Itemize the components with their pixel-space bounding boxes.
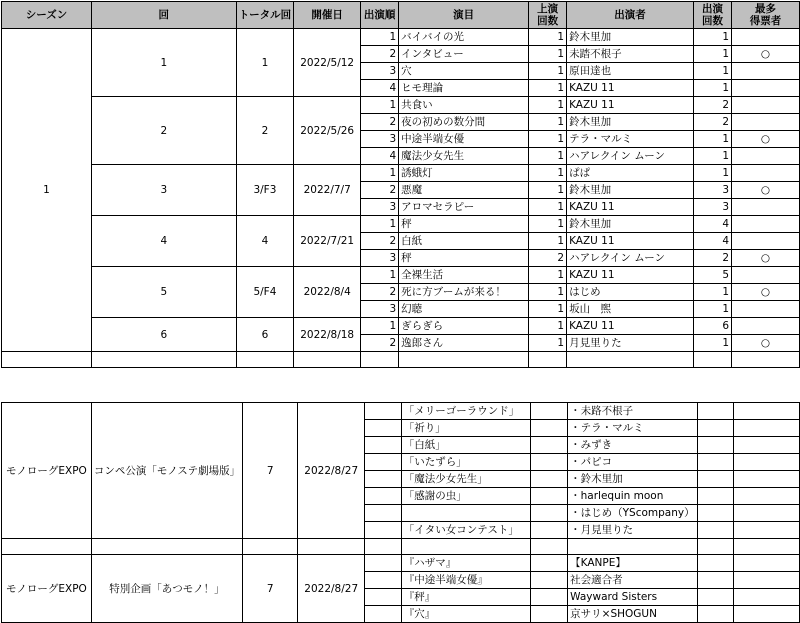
- kai-cell: 2: [91, 97, 236, 165]
- order-cell: [365, 420, 402, 437]
- expo1-season-cell: モノローグEXPO: [2, 403, 92, 539]
- header-row: [2, 2, 800, 29]
- perf-count-cell: 1: [694, 148, 732, 165]
- stage-count-cell: 1: [529, 148, 567, 165]
- order-cell: 2: [361, 284, 399, 301]
- performer-cell: ハアレクイン ムーン: [567, 148, 694, 165]
- title-cell: ヒモ理論: [399, 80, 529, 97]
- header-top-line1: 最多: [755, 3, 776, 15]
- total-cell: 4: [236, 216, 294, 267]
- stage-count-cell: 1: [529, 199, 567, 216]
- stage-count-cell: [531, 505, 568, 522]
- performer-cell: ハアレクイン ムーン: [567, 250, 694, 267]
- perf-count-cell: 2: [694, 250, 732, 267]
- header-order: 出演順: [361, 2, 399, 29]
- blank-cell: [732, 352, 800, 368]
- table-row: [2, 165, 800, 182]
- top-voted-cell: [734, 606, 800, 623]
- table-row: [2, 97, 800, 114]
- perf-count-cell: [697, 522, 734, 539]
- table-row: [2, 29, 800, 46]
- performer-cell: KAZU 11: [567, 233, 694, 250]
- perf-count-cell: [697, 589, 734, 606]
- title-cell: 幻聴: [399, 301, 529, 318]
- top-voted-cell: [734, 488, 800, 505]
- stage-count-cell: 1: [529, 46, 567, 63]
- perf-count-cell: 5: [694, 267, 732, 284]
- blank-cell: [399, 352, 529, 368]
- order-cell: [365, 522, 402, 539]
- stage-count-cell: [531, 572, 568, 589]
- perf-count-cell: 6: [694, 318, 732, 335]
- perf-count-cell: [697, 420, 734, 437]
- blank-cell: [361, 352, 399, 368]
- perf-count-cell: 1: [694, 63, 732, 80]
- kai-cell: 3: [91, 165, 236, 216]
- title-cell: 魔法少女先生: [399, 148, 529, 165]
- table-row: [2, 403, 800, 420]
- total-cell: 6: [236, 318, 294, 352]
- season-cell: 1: [2, 29, 92, 352]
- order-cell: 3: [361, 301, 399, 318]
- top-voted-cell: [734, 505, 800, 522]
- performer-cell: 坂山 煕: [567, 301, 694, 318]
- header-title: 演目: [399, 2, 529, 29]
- title-cell: 夜の初めの数分間: [399, 114, 529, 131]
- perf-count-cell: [697, 505, 734, 522]
- blank-cell: [294, 352, 361, 368]
- performer-cell: ・鈴木里加: [568, 471, 697, 488]
- expo1-total-cell: 7: [243, 403, 298, 539]
- blank-row: [2, 539, 800, 555]
- performer-cell: 鈴木里加: [567, 216, 694, 233]
- table-row: [2, 216, 800, 233]
- blank-cell: [91, 539, 242, 555]
- stage-count-cell: [531, 471, 568, 488]
- date-cell: 2022/5/26: [294, 97, 361, 165]
- top-voted-cell: ○: [732, 250, 800, 267]
- performer-cell: ・はじめ（YScompany）: [568, 505, 697, 522]
- order-cell: [365, 606, 402, 623]
- top-voted-cell: ○: [732, 335, 800, 352]
- expo-table: [1, 402, 800, 623]
- title-cell: 「いたずら」: [401, 454, 531, 471]
- stage-count-cell: 1: [529, 131, 567, 148]
- perf-count-cell: [697, 555, 734, 572]
- order-cell: [365, 572, 402, 589]
- performer-cell: ・harlequin moon: [568, 488, 697, 505]
- performer-cell: 原田達也: [567, 63, 694, 80]
- perf-count-cell: [697, 606, 734, 623]
- date-cell: 2022/8/18: [294, 318, 361, 352]
- title-cell: 「魔法少女先生」: [401, 471, 531, 488]
- performer-cell: ・月見里りた: [568, 522, 697, 539]
- performer-cell: はじめ: [567, 284, 694, 301]
- stage-count-cell: [531, 403, 568, 420]
- total-cell: 5/F4: [236, 267, 294, 318]
- kai-cell: 1: [91, 29, 236, 97]
- top-voted-cell: [732, 301, 800, 318]
- perf-count-cell: 1: [694, 46, 732, 63]
- perf-count-cell: 3: [694, 182, 732, 199]
- perf-count-cell: 1: [694, 29, 732, 46]
- order-cell: [365, 505, 402, 522]
- kai-cell: 5: [91, 267, 236, 318]
- top-voted-cell: [732, 318, 800, 335]
- top-voted-cell: [732, 63, 800, 80]
- blank-cell: [298, 539, 365, 555]
- perf-count-cell: 1: [694, 131, 732, 148]
- blank-cell: [697, 539, 734, 555]
- expo2-date-cell: 2022/8/27: [298, 555, 365, 623]
- header-performer: 出演者: [567, 2, 694, 29]
- title-cell: 『ハザマ』: [401, 555, 531, 572]
- title-cell: 共食い: [399, 97, 529, 114]
- top-voted-cell: [732, 267, 800, 284]
- stage-count-cell: [531, 437, 568, 454]
- blank-cell: [529, 352, 567, 368]
- stage-count-cell: 1: [529, 233, 567, 250]
- performer-cell: 【KANPE】: [568, 555, 697, 572]
- blank-cell: [567, 352, 694, 368]
- title-cell: 『穴』: [401, 606, 531, 623]
- blank-row: [2, 352, 800, 368]
- perf-count-cell: [697, 572, 734, 589]
- title-cell: 白紙: [399, 233, 529, 250]
- expo2-total-cell: 7: [243, 555, 298, 623]
- performer-cell: KAZU 11: [567, 97, 694, 114]
- title-cell: 穴: [399, 63, 529, 80]
- order-cell: [365, 403, 402, 420]
- title-cell: 死に方ブームが来る！: [399, 284, 529, 301]
- expo2-kai-cell: 特別企画「あつモノ！」: [91, 555, 242, 623]
- performer-cell: 鈴木里加: [567, 182, 694, 199]
- blank-cell: [236, 352, 294, 368]
- performer-cell: ・パピコ: [568, 454, 697, 471]
- title-cell: ぎらぎら: [399, 318, 529, 335]
- top-voted-cell: [734, 403, 800, 420]
- stage-count-cell: 1: [529, 182, 567, 199]
- order-cell: 3: [361, 131, 399, 148]
- stage-count-cell: 1: [529, 335, 567, 352]
- stage-count-cell: 1: [529, 301, 567, 318]
- expo2-season-cell: モノローグEXPO: [2, 555, 92, 623]
- performer-cell: ぱぱ: [567, 165, 694, 182]
- order-cell: 1: [361, 29, 399, 46]
- performer-cell: 鈴木里加: [567, 29, 694, 46]
- blank-cell: [243, 539, 298, 555]
- blank-cell: [568, 539, 697, 555]
- performer-cell: 月見里りた: [567, 335, 694, 352]
- top-voted-cell: [732, 165, 800, 182]
- header-kai: 回: [91, 2, 236, 29]
- title-cell: インタビュー: [399, 46, 529, 63]
- order-cell: 1: [361, 97, 399, 114]
- perf-count-cell: [697, 471, 734, 488]
- stage-count-cell: 1: [529, 318, 567, 335]
- stage-count-cell: 1: [529, 165, 567, 182]
- perf-count-cell: 4: [694, 216, 732, 233]
- perf-count-cell: 1: [694, 165, 732, 182]
- perf-count-cell: [697, 403, 734, 420]
- order-cell: 1: [361, 318, 399, 335]
- stage-count-cell: 1: [529, 216, 567, 233]
- performer-cell: 未踏不根子: [567, 46, 694, 63]
- stage-count-cell: [531, 555, 568, 572]
- stage-count-cell: 1: [529, 97, 567, 114]
- title-cell: 秤: [399, 250, 529, 267]
- title-cell: 「メリーゴーラウンド」: [401, 403, 531, 420]
- order-cell: 2: [361, 233, 399, 250]
- blank-cell: [531, 539, 568, 555]
- top-voted-cell: ○: [732, 46, 800, 63]
- title-cell: 逸郎さん: [399, 335, 529, 352]
- total-cell: 3/F3: [236, 165, 294, 216]
- stage-count-cell: 2: [529, 250, 567, 267]
- perf-count-cell: 3: [694, 199, 732, 216]
- stage-count-cell: 1: [529, 80, 567, 97]
- date-cell: 2022/5/12: [294, 29, 361, 97]
- order-cell: 1: [361, 216, 399, 233]
- top-voted-cell: [734, 471, 800, 488]
- perf-count-cell: [697, 454, 734, 471]
- blank-cell: [401, 539, 531, 555]
- order-cell: [365, 454, 402, 471]
- blank-cell: [2, 352, 92, 368]
- performer-cell: ・みずき: [568, 437, 697, 454]
- top-voted-cell: ○: [732, 182, 800, 199]
- date-cell: 2022/7/21: [294, 216, 361, 267]
- performer-cell: テラ・マルミ: [567, 131, 694, 148]
- top-voted-cell: [734, 589, 800, 606]
- top-voted-cell: [732, 114, 800, 131]
- top-voted-cell: [732, 199, 800, 216]
- total-cell: 2: [236, 97, 294, 165]
- perf-count-cell: [697, 488, 734, 505]
- order-cell: 3: [361, 199, 399, 216]
- title-cell: 「祈り」: [401, 420, 531, 437]
- top-voted-cell: [732, 97, 800, 114]
- order-cell: 2: [361, 114, 399, 131]
- header-perf-count-line1: 出演: [702, 3, 724, 15]
- perf-count-cell: 2: [694, 97, 732, 114]
- performer-cell: 鈴木里加: [567, 114, 694, 131]
- header-stage-count-line1: 上演: [537, 3, 559, 15]
- order-cell: [365, 471, 402, 488]
- performer-cell: 京サリ×SHOGUN: [568, 606, 697, 623]
- blank-cell: [694, 352, 732, 368]
- order-cell: [365, 589, 402, 606]
- date-cell: 2022/8/4: [294, 267, 361, 318]
- performer-cell: 社会適合者: [568, 572, 697, 589]
- perf-count-cell: 1: [694, 335, 732, 352]
- top-voted-cell: [734, 454, 800, 471]
- title-cell: アロマセラピー: [399, 199, 529, 216]
- title-cell: 「白紙」: [401, 437, 531, 454]
- blank-cell: [734, 539, 800, 555]
- top-voted-cell: [732, 233, 800, 250]
- table-row: [2, 267, 800, 284]
- order-cell: 2: [361, 182, 399, 199]
- top-voted-cell: [734, 420, 800, 437]
- order-cell: [365, 555, 402, 572]
- header-total: トータル回: [236, 2, 294, 29]
- performer-cell: KAZU 11: [567, 267, 694, 284]
- stage-count-cell: [531, 454, 568, 471]
- stage-count-cell: 1: [529, 284, 567, 301]
- stage-count-cell: [531, 589, 568, 606]
- top-voted-cell: [732, 80, 800, 97]
- title-cell: 『秤』: [401, 589, 531, 606]
- stage-count-cell: [531, 488, 568, 505]
- header-perf-count: [694, 2, 732, 29]
- performer-cell: Wayward Sisters: [568, 589, 697, 606]
- header-season: シーズン: [2, 2, 92, 29]
- order-cell: 1: [361, 267, 399, 284]
- kai-cell: 6: [91, 318, 236, 352]
- stage-count-cell: [531, 522, 568, 539]
- order-cell: 3: [361, 250, 399, 267]
- order-cell: [365, 437, 402, 454]
- expo1-kai-cell: コンペ公演「モノステ劇場版」: [91, 403, 242, 539]
- total-cell: 1: [236, 29, 294, 97]
- title-cell: 全裸生活: [399, 267, 529, 284]
- blank-cell: [365, 539, 402, 555]
- perf-count-cell: 1: [694, 301, 732, 318]
- title-cell: 誘蛾灯: [399, 165, 529, 182]
- title-cell: 秤: [399, 216, 529, 233]
- top-voted-cell: ○: [732, 284, 800, 301]
- order-cell: 2: [361, 335, 399, 352]
- stage-count-cell: 1: [529, 29, 567, 46]
- order-cell: [365, 488, 402, 505]
- top-voted-cell: [732, 29, 800, 46]
- performer-cell: KAZU 11: [567, 80, 694, 97]
- title-cell: 『中途半端女優』: [401, 572, 531, 589]
- header-date: 開催日: [294, 2, 361, 29]
- episode-table: [1, 1, 800, 368]
- kai-cell: 4: [91, 216, 236, 267]
- title-cell: [401, 505, 531, 522]
- header-stage-count-line2: 回数: [537, 15, 559, 27]
- performer-cell: ・テラ・マルミ: [568, 420, 697, 437]
- title-cell: 「感謝の虫」: [401, 488, 531, 505]
- perf-count-cell: 4: [694, 233, 732, 250]
- title-cell: バイバイの光: [399, 29, 529, 46]
- stage-count-cell: 1: [529, 63, 567, 80]
- perf-count-cell: 2: [694, 114, 732, 131]
- table-row: [2, 318, 800, 335]
- order-cell: 3: [361, 63, 399, 80]
- blank-cell: [2, 539, 92, 555]
- top-voted-cell: [734, 437, 800, 454]
- top-voted-cell: [734, 555, 800, 572]
- order-cell: 4: [361, 80, 399, 97]
- title-cell: 中途半端女優: [399, 131, 529, 148]
- table-row: [2, 555, 800, 572]
- order-cell: 1: [361, 165, 399, 182]
- stage-count-cell: [531, 606, 568, 623]
- header-top-line2: 得票者: [749, 15, 782, 27]
- performer-cell: ・未路不根子: [568, 403, 697, 420]
- perf-count-cell: [697, 437, 734, 454]
- title-cell: 悪魔: [399, 182, 529, 199]
- order-cell: 4: [361, 148, 399, 165]
- blank-cell: [91, 352, 236, 368]
- stage-count-cell: 1: [529, 267, 567, 284]
- title-cell: 「イタい女コンテスト」: [401, 522, 531, 539]
- top-voted-cell: ○: [732, 131, 800, 148]
- top-voted-cell: [734, 522, 800, 539]
- performer-cell: KAZU 11: [567, 199, 694, 216]
- perf-count-cell: 1: [694, 80, 732, 97]
- expo1-date-cell: 2022/8/27: [298, 403, 365, 539]
- header-perf-count-line2: 回数: [702, 15, 724, 27]
- stage-count-cell: 1: [529, 114, 567, 131]
- performer-cell: KAZU 11: [567, 318, 694, 335]
- top-voted-cell: [732, 148, 800, 165]
- date-cell: 2022/7/7: [294, 165, 361, 216]
- header-stage-count: [529, 2, 567, 29]
- header-top: [732, 2, 800, 29]
- stage-count-cell: [531, 420, 568, 437]
- order-cell: 2: [361, 46, 399, 63]
- perf-count-cell: 1: [694, 284, 732, 301]
- top-voted-cell: [732, 216, 800, 233]
- top-voted-cell: [734, 572, 800, 589]
